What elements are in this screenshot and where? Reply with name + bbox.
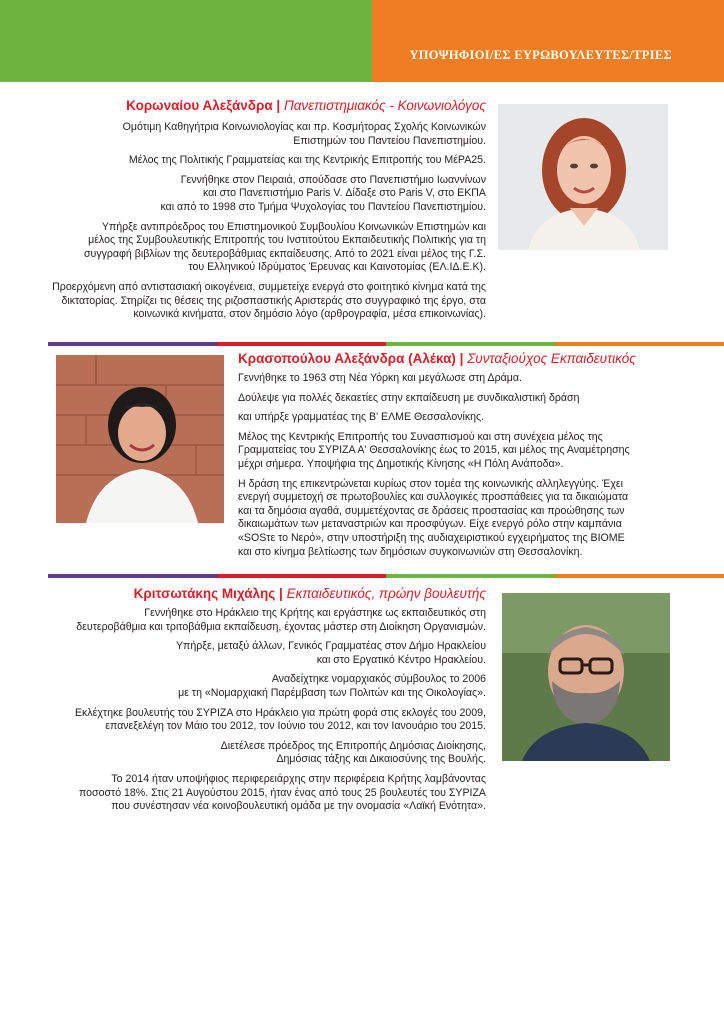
divider-segment [217,574,386,578]
divider-segment [555,342,724,346]
header-band-orange [372,0,724,82]
page-header-title: ΥΠΟΨΗΦΙΟΙ/ΕΣ ΕΥΡΩΒΟΥΛΕΥΤΕΣ/ΤΡΙΕΣ [409,48,672,62]
candidate-section-1 [40,97,486,328]
candidate-photo [498,104,668,250]
bio-line: με τη «Νομαρχιακή Παρέμβαση των Πολιτών και της Οικολογίας». [178,686,486,699]
bio-line: Διετέλεσε πρόεδρος της Επιτροπής Δημόσιας Διοίκησης, [220,739,486,752]
candidate-bio [40,121,486,322]
bio-line: και από το 1998 στο Τμήμα Ψυχολογίας του Παντείου Πανεπιστημίου. [160,200,486,213]
bio-line: Γεννήθηκε στο Ηράκλειο της Κρήτης και εργάστηκε ως εκπαιδευτικός στη [144,607,486,619]
bio-line: που συνέστησαν νέα κοινοβουλευτική ομάδα με την ονομασία «Λαϊκή Ενότητα». [111,800,486,813]
bio-line: ενεργή συμμετοχή σε πρωτοβουλίες και συλλογικές προσπάθειες για τα δικαιώματα [238,491,629,504]
candidate-role: Συνταξιούχος Εκπαιδευτικός [467,351,636,366]
bio-line: Το 2014 ήταν υποψήφιος περιφερειάρχης στην περιφέρεια Κρήτης λαμβάνοντας [111,772,486,785]
bio-line: Μέλος της Κεντρικής Επιτροπής του Συνασπισμού και στη συνέχεια μέλος της [238,430,603,443]
bio-line: δικτατορίας. Στηρίζει τις θέσεις της ριζοσπαστικής Αριστεράς στο συγγραφικό της έργο, στα [61,294,486,307]
candidate-name: Κρασοπούλου Αλεξάνδρα (Αλέκα) [238,351,456,366]
bio-paragraph [40,673,486,700]
candidate-name: Κορωναίου Αλεξάνδρα [126,98,273,113]
bio-paragraph [40,707,486,734]
divider-segment [48,574,217,578]
portrait-woman-red-hair [498,104,668,250]
bio-line: Γεννήθηκε το 1963 στη Νέα Υόρκη και μεγάλωσε στη Δράμα. [238,372,522,384]
candidate-photo [502,593,670,761]
bio-line: συγγραφή βιβλίων της δευτεροβάθμιας εκπαίδευσης. Από το 2021 είναι μέλος της Γ.Σ. [83,247,486,260]
bio-line: μέχρι σήμερα. Υποψήφια της Δημοτικής Κίνησης «Η Πόλη Ανάποδα». [238,457,564,470]
bio-line: και τα δημόσια αγαθά, συμμετέχοντας σε δράσεις προστασίας και προώθησης των [238,504,625,517]
bio-line: ποσοστό 18%. Στις 21 Αυγούστου 2015, ήταν ένας από τους 25 βουλευτές του ΣΥΡΙΖΑ [78,786,486,799]
bio-line: Γραμματείας του ΣΥΡΙΖΑ Α' Θεσσαλονίκης έως το 2015, και μέλος της Αναμέτρησης [238,444,630,457]
bio-paragraph [40,281,486,322]
portrait-man-glasses-beard [502,593,670,761]
bio-line: επανεξελέγη τον Μάιο του 2012, τον Ιούνιο του 2012, και τον Ιανουάριο του 2015. [105,720,486,733]
name-separator: | [272,98,284,113]
bio-line: του Ελληνικού Ιδρύματος Έρευνας και Καινοτομίας (ΕΛ.ΙΔ.Ε.Κ). [188,261,486,274]
divider-segment [386,574,555,578]
bio-line: και στο Εργατικό Κέντρο Ηρακλείου. [316,653,486,666]
name-separator: | [275,586,287,601]
bio-paragraph [40,174,486,215]
bio-line: Μέλος της Πολιτικής Γραμματείας και της Κεντρικής Επιτροπής του ΜέΡΑ25. [128,154,486,167]
header-band-green [0,0,372,82]
bio-line: Υπήρξε αντιπρόεδρος του Επιστημονικού Συμβουλίου Κοινωνικών Επιστημών και [101,220,486,233]
candidate-heading [40,97,486,115]
bio-paragraph [40,121,486,148]
name-separator: | [455,351,468,366]
bio-paragraph [40,773,486,814]
bio-line: και στο Πανεπιστήμιο Paris V. Δίδαξε στο Paris V, στο ΕΚΠΑ [202,187,486,200]
bio-line: Προερχόμενη από αντιστασιακή οικογένεια, συμμετείχε ενεργά στο φοιτητικό κίνημα κατά της [52,280,486,293]
section-divider [48,574,724,578]
candidate-photo [56,355,224,523]
divider-segment [48,342,217,346]
bio-paragraph [40,221,486,275]
candidate-name: Κριτσωτάκης Μιχάλης [133,586,276,601]
bio-line: μέλος της Συμβουλευτικής Επιτροπής του Ινστιτούτου Εκπαιδευτικής Πολιτικής για τη [88,234,486,247]
bio-paragraph [40,740,486,767]
bio-line: και υπήρξε γραμματέας της Β' ΕΛΜΕ Θεσσαλονίκης. [238,411,485,424]
candidate-heading [238,350,682,368]
bio-line: δικαιωμάτων των μεταναστριών και προσφύγων. Είχε ενεργό ρόλο στην καμπάνια [238,518,622,531]
candidate-role: Πανεπιστημιακός - Κοινωνιολόγος [283,98,486,113]
bio-paragraph [238,372,682,386]
candidate-bio [40,607,486,814]
bio-line: Ομότιμη Καθηγήτρια Κοινωνιολογίας και πρ. Κοσμήτορας Σχολής Κοινωνικών [122,121,486,133]
bio-line: Η δράση της επικεντρώνεται κυρίως στον τομέα της κοινωνικής αλληλεγγύης. Έχει [238,477,623,490]
divider-segment [386,342,555,346]
candidate-section-2 [238,350,682,565]
bio-line: Αναδείχτηκε νομαρχιακός σύμβουλος το 2006 [271,673,486,686]
candidate-heading [40,585,486,603]
bio-line: Γεννήθηκε στον Πειραιά, σπούδασε στο Πανεπιστήμιο Ιωαννίνων [180,173,486,186]
candidate-role: Εκπαιδευτικός, πρώην βουλευτής [286,586,486,601]
bio-line: κοινωνικά κινήματα, στον δημόσιο λόγο (αρθρογραφία, μέσα επικοινωνίας). [133,308,486,321]
bio-paragraph [238,478,682,560]
bio-paragraph [238,431,682,472]
portrait-woman-dark-hair [56,355,224,523]
bio-paragraph [40,154,486,168]
bio-line: Επιστημών του Παντείου Πανεπιστημίου. [293,134,486,147]
candidate-section-3 [40,585,486,820]
bio-line: «SOSτε το Νερό», στην υποστήριξη της αυδιαχειριστικού εγχειρήματος της ΒΙΟΜΕ [238,531,625,544]
bio-paragraph [40,640,486,667]
divider-segment [217,342,386,346]
section-divider [48,342,724,346]
bio-line: και στο κίνημα βελτίωσης των δημόσιων συγκοινωνιών στη Θεσσαλονίκη. [238,545,583,558]
divider-segment [555,574,724,578]
bio-line: Εκλέχτηκε βουλευτής του ΣΥΡΙΖΑ στο Ηράκλειο για πρώτη φορά στις εκλογές του 2009, [74,706,486,719]
bio-line: δευτεροβάθμια και τριτοβάθμια εκπαίδευση, έχοντας μάστερ στη Διοίκηση Οργανισμών. [76,620,486,633]
bio-paragraph [238,411,682,425]
bio-paragraph [238,392,682,406]
candidate-bio [238,372,682,559]
bio-line: Υπήρξε, μεταξύ άλλων, Γενικός Γραμματέας στον Δήμο Ηρακλείου [175,640,486,653]
bio-line: Δούλεψε για πολλές δεκαετίες στην εκπαίδευση με συνδικαλιστική δράση [238,391,580,404]
bio-line: Δημόσιας τάξης και Δικαιοσύνης της Βουλής. [276,753,486,766]
bio-paragraph [40,607,486,634]
